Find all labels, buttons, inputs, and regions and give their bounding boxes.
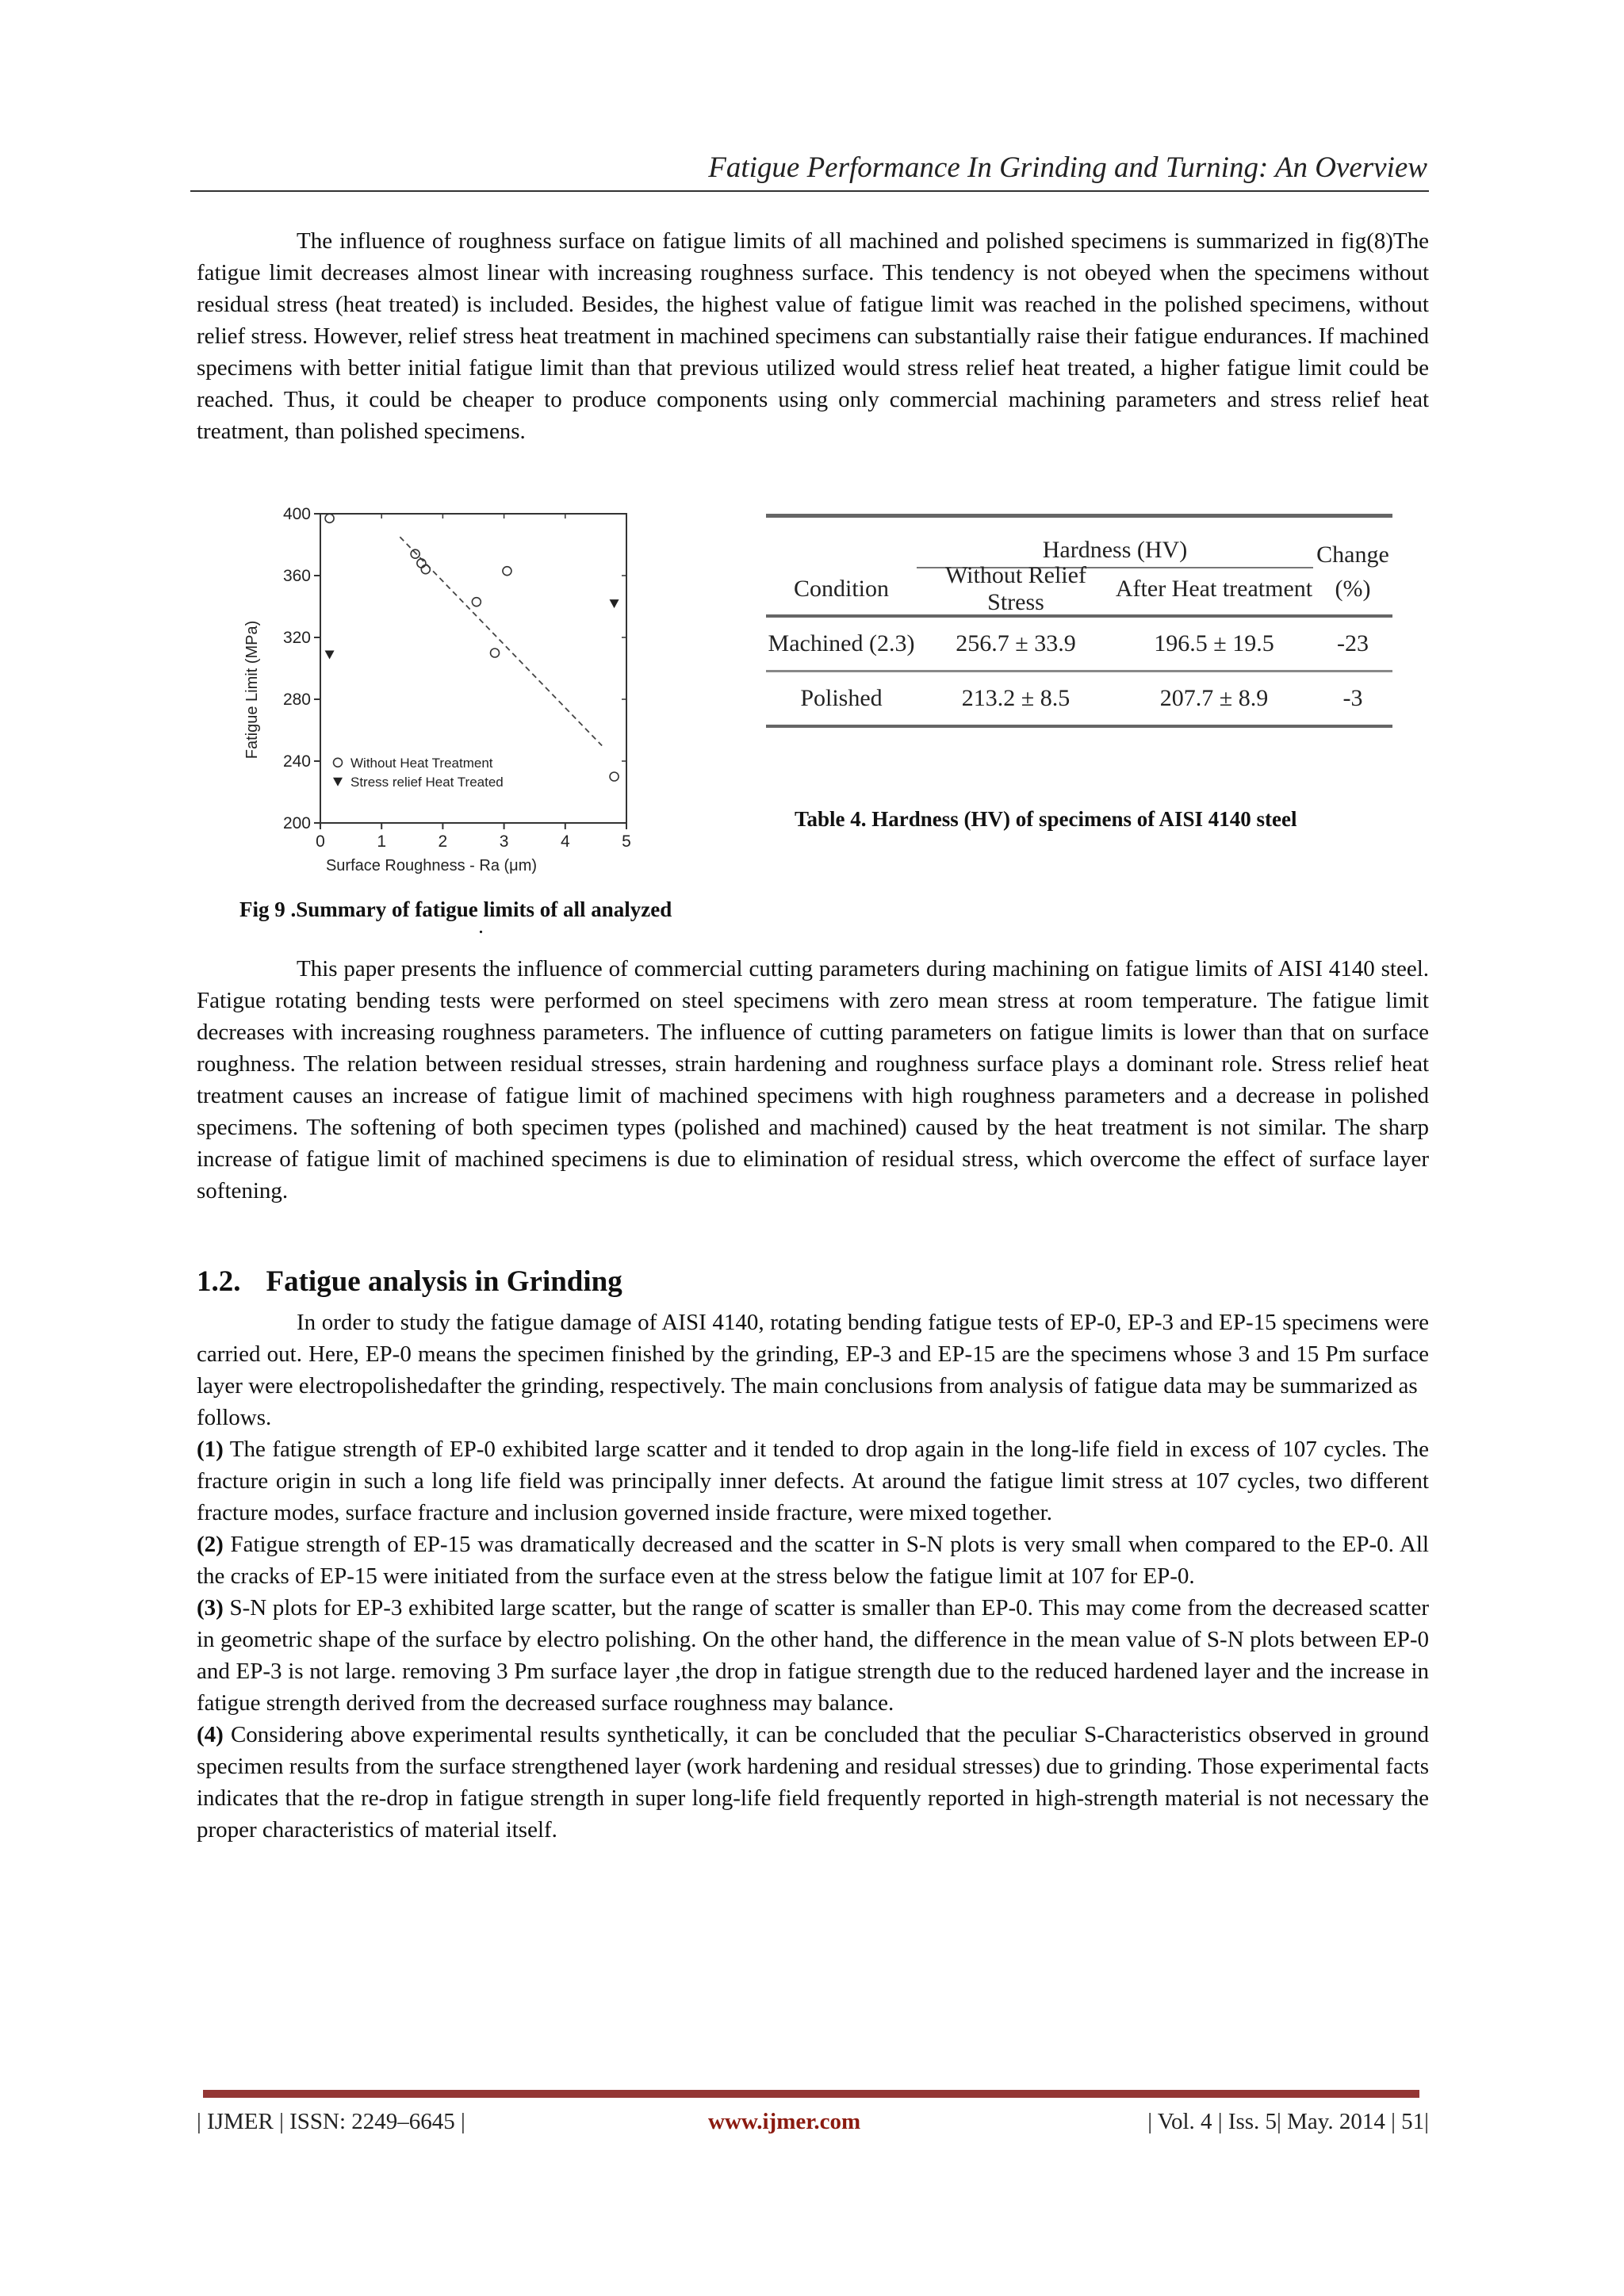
header-rule — [190, 190, 1429, 192]
table-header-without: Without Relief Stress — [945, 562, 1086, 615]
paragraph-1: The influence of roughness surface on fatigue limits of all machined and polished specimens is summarized in fig(8)The fatigue limit decreases almost linear with increasing roughness surface. This tendency is not obeyed when the specimens without residual stress (heat treated) is included. Besides, the highest value of fatigue limit was reached in the polished specimens, without relief stress. However, relief stress heat treatment in machined specimens can substantially raise their fatigue endurances. If machined specimens with better initial fatigue limit than that previous utilized would stress relief heat treated, a higher fatigue limit could be reached. Thus, it could be cheaper to produce components using only commercial machining parameters and stress relief heat treatment, than polished specimens. — [197, 228, 1429, 444]
table-caption: Table 4. Hardness (HV) of specimens of AISI 4140 steel — [795, 807, 1297, 831]
data-point — [610, 599, 619, 608]
y-tick-label: 200 — [282, 814, 311, 832]
list-item — [197, 1433, 1429, 1529]
list-item — [197, 1719, 1429, 1846]
paragraph-3-cont: follows. — [197, 1405, 272, 1430]
section-title: Fatigue analysis in Grinding — [266, 1265, 622, 1298]
x-tick-label: 2 — [438, 832, 448, 851]
footer-rule — [203, 2090, 1419, 2098]
data-point — [491, 649, 500, 657]
legend-label: Stress relief Heat Treated — [350, 774, 504, 790]
footer-volume-page: | Vol. 4 | Iss. 5| May. 2014 | 51| — [1147, 2109, 1429, 2134]
list-item — [197, 1592, 1429, 1719]
x-tick-label: 3 — [499, 832, 509, 851]
data-point — [325, 650, 335, 659]
data-point — [503, 567, 511, 576]
y-tick-label: 400 — [282, 505, 311, 523]
data-point — [325, 514, 334, 522]
x-tick-label: 4 — [560, 832, 570, 851]
hardness-table — [766, 514, 1392, 728]
table-cell-condition: Machined (2.3) — [768, 630, 915, 656]
table-row — [766, 672, 1392, 725]
list-item-text: Fatigue strength of EP-15 was dramatically decreased and the scatter in S-N plots is very small when compared to the EP-0. All the cracks of EP-15 were initiated from the surface even at the stress below the fatigue limit at 107 for EP-0. — [197, 1532, 1429, 1589]
data-point — [472, 598, 481, 607]
figure-caption-dot: . — [479, 920, 483, 937]
list-item — [197, 1529, 1429, 1592]
list-item-label: (2) — [197, 1532, 224, 1557]
table-rule-bottom — [766, 725, 1392, 728]
data-point — [417, 559, 426, 568]
figure-caption: Fig 9 .Summary of fatigue limits of all analyzed — [239, 897, 672, 921]
legend-marker — [333, 778, 343, 786]
table-cell-change: -3 — [1342, 685, 1363, 711]
list-item-text: The fatigue strength of EP-0 exhibited large scatter and it tended to drop again in the long-life field in excess of 107 cycles. The fracture origin in such a long life field was principally inner defects. At around the fatigue limit stress at 107 cycles, two different fracture modes, surface fracture and inclusion governed inside fracture, were mixed together. — [197, 1437, 1429, 1525]
table-header-change: Change — [1316, 541, 1389, 568]
paragraph-3: In order to study the fatigue damage of AISI 4140, rotating bending fatigue tests of EP-0, EP-3 and EP-15 specimens were carried out. Here, EP-0 means the specimen finished by the grinding, EP-3 and EP-15 are the specimens whose 3 and 15 Pm surface layer were electropolishedafter the grinding, respectively. The main conclusions from analysis of fatigue data may be summarized as — [197, 1310, 1429, 1399]
y-tick-label: 240 — [282, 752, 311, 771]
x-tick-label: 0 — [316, 832, 325, 851]
section-number: 1.2. — [197, 1265, 241, 1298]
table-cell-without: 213.2 ± 8.5 — [961, 685, 1071, 711]
table-cell-after: 207.7 ± 8.9 — [1159, 685, 1269, 711]
fig9-chart — [230, 499, 658, 880]
list-item-label: (1) — [197, 1437, 224, 1462]
legend-marker — [334, 758, 343, 767]
list-item-text: S-N plots for EP-3 exhibited large scatter, but the range of scatter is smaller than EP-0. This may come from the decreased scatter in geometric shape of the surface by electro polishing. On the other hand, the difference in the mean value of S-N plots between EP-0 and EP-3 is not large. removing 3 Pm surface layer ,the drop in fatigue strength due to the reduced hardened layer and the increase in fatigue strength derived from the decreased surface roughness may balance. — [197, 1595, 1429, 1716]
table-cell-change: -23 — [1337, 630, 1369, 656]
y-tick-label: 360 — [282, 567, 311, 585]
list-item-label: (3) — [197, 1595, 224, 1621]
y-tick-label: 280 — [282, 691, 311, 709]
footer-issn: | IJMER | ISSN: 2249–6645 | — [197, 2109, 465, 2134]
table-header-group-row — [766, 518, 1392, 568]
footer-website-link[interactable]: www.ijmer.com — [708, 2109, 861, 2134]
data-point — [421, 565, 430, 574]
y-axis-label: Fatigue Limit (MPa) — [243, 620, 261, 760]
table-header-condition: Condition — [793, 576, 889, 602]
section-heading — [197, 1265, 622, 1299]
table-row — [766, 618, 1392, 670]
list-item-label: (4) — [197, 1722, 224, 1747]
table-group-header: Hardness (HV) — [917, 537, 1313, 568]
x-axis-label: Surface Roughness - Ra (μm) — [325, 857, 538, 874]
table-cell-condition: Polished — [800, 685, 883, 711]
data-point — [610, 772, 619, 781]
legend-label: Without Heat Treatment — [350, 755, 493, 771]
data-point — [411, 549, 419, 558]
table-header-after: After Heat treatment — [1115, 576, 1313, 602]
running-header-title: Fatigue Performance In Grinding and Turning: An Overview — [708, 151, 1427, 184]
table-header-change-unit: (%) — [1335, 576, 1371, 602]
grinding-section-body — [197, 1307, 1429, 1846]
y-tick-label: 320 — [282, 629, 311, 647]
table-header-row — [766, 562, 1392, 615]
x-tick-label: 5 — [622, 832, 631, 851]
x-tick-label: 1 — [377, 832, 387, 851]
list-item-text: Considering above experimental results synthetically, it can be concluded that the peculiar S-Characteristics observed in ground specimen results from the surface strengthened layer (work hardening and residual stresses) due to grinding. Those experimental facts indicates that the re-drop in fatigue strength in super long-life field frequently reported in high-strength material is not necessary the proper characteristics of material itself. — [197, 1722, 1429, 1843]
paragraph-2: This paper presents the influence of commercial cutting parameters during machining on fatigue limits of AISI 4140 steel. Fatigue rotating bending tests were performed on steel specimens with zero mean stress at room temperature. The fatigue limit decreases with increasing roughness parameters. The influence of cutting parameters on fatigue limits is lower than that on surface roughness. The relation between residual stresses, strain hardening and roughness surface plays a dominant role. Stress relief heat treatment causes an increase of fatigue limit of machined specimens with high roughness parameters and a decrease in polished specimens. The softening of both specimen types (polished and machined) caused by the heat treatment is not similar. The sharp increase of fatigue limit of machined specimens is due to elimination of residual stress, which overcome the effect of surface layer softening. — [197, 956, 1429, 1203]
table-cell-without: 256.7 ± 33.9 — [956, 630, 1076, 656]
table-cell-after: 196.5 ± 19.5 — [1154, 630, 1274, 656]
